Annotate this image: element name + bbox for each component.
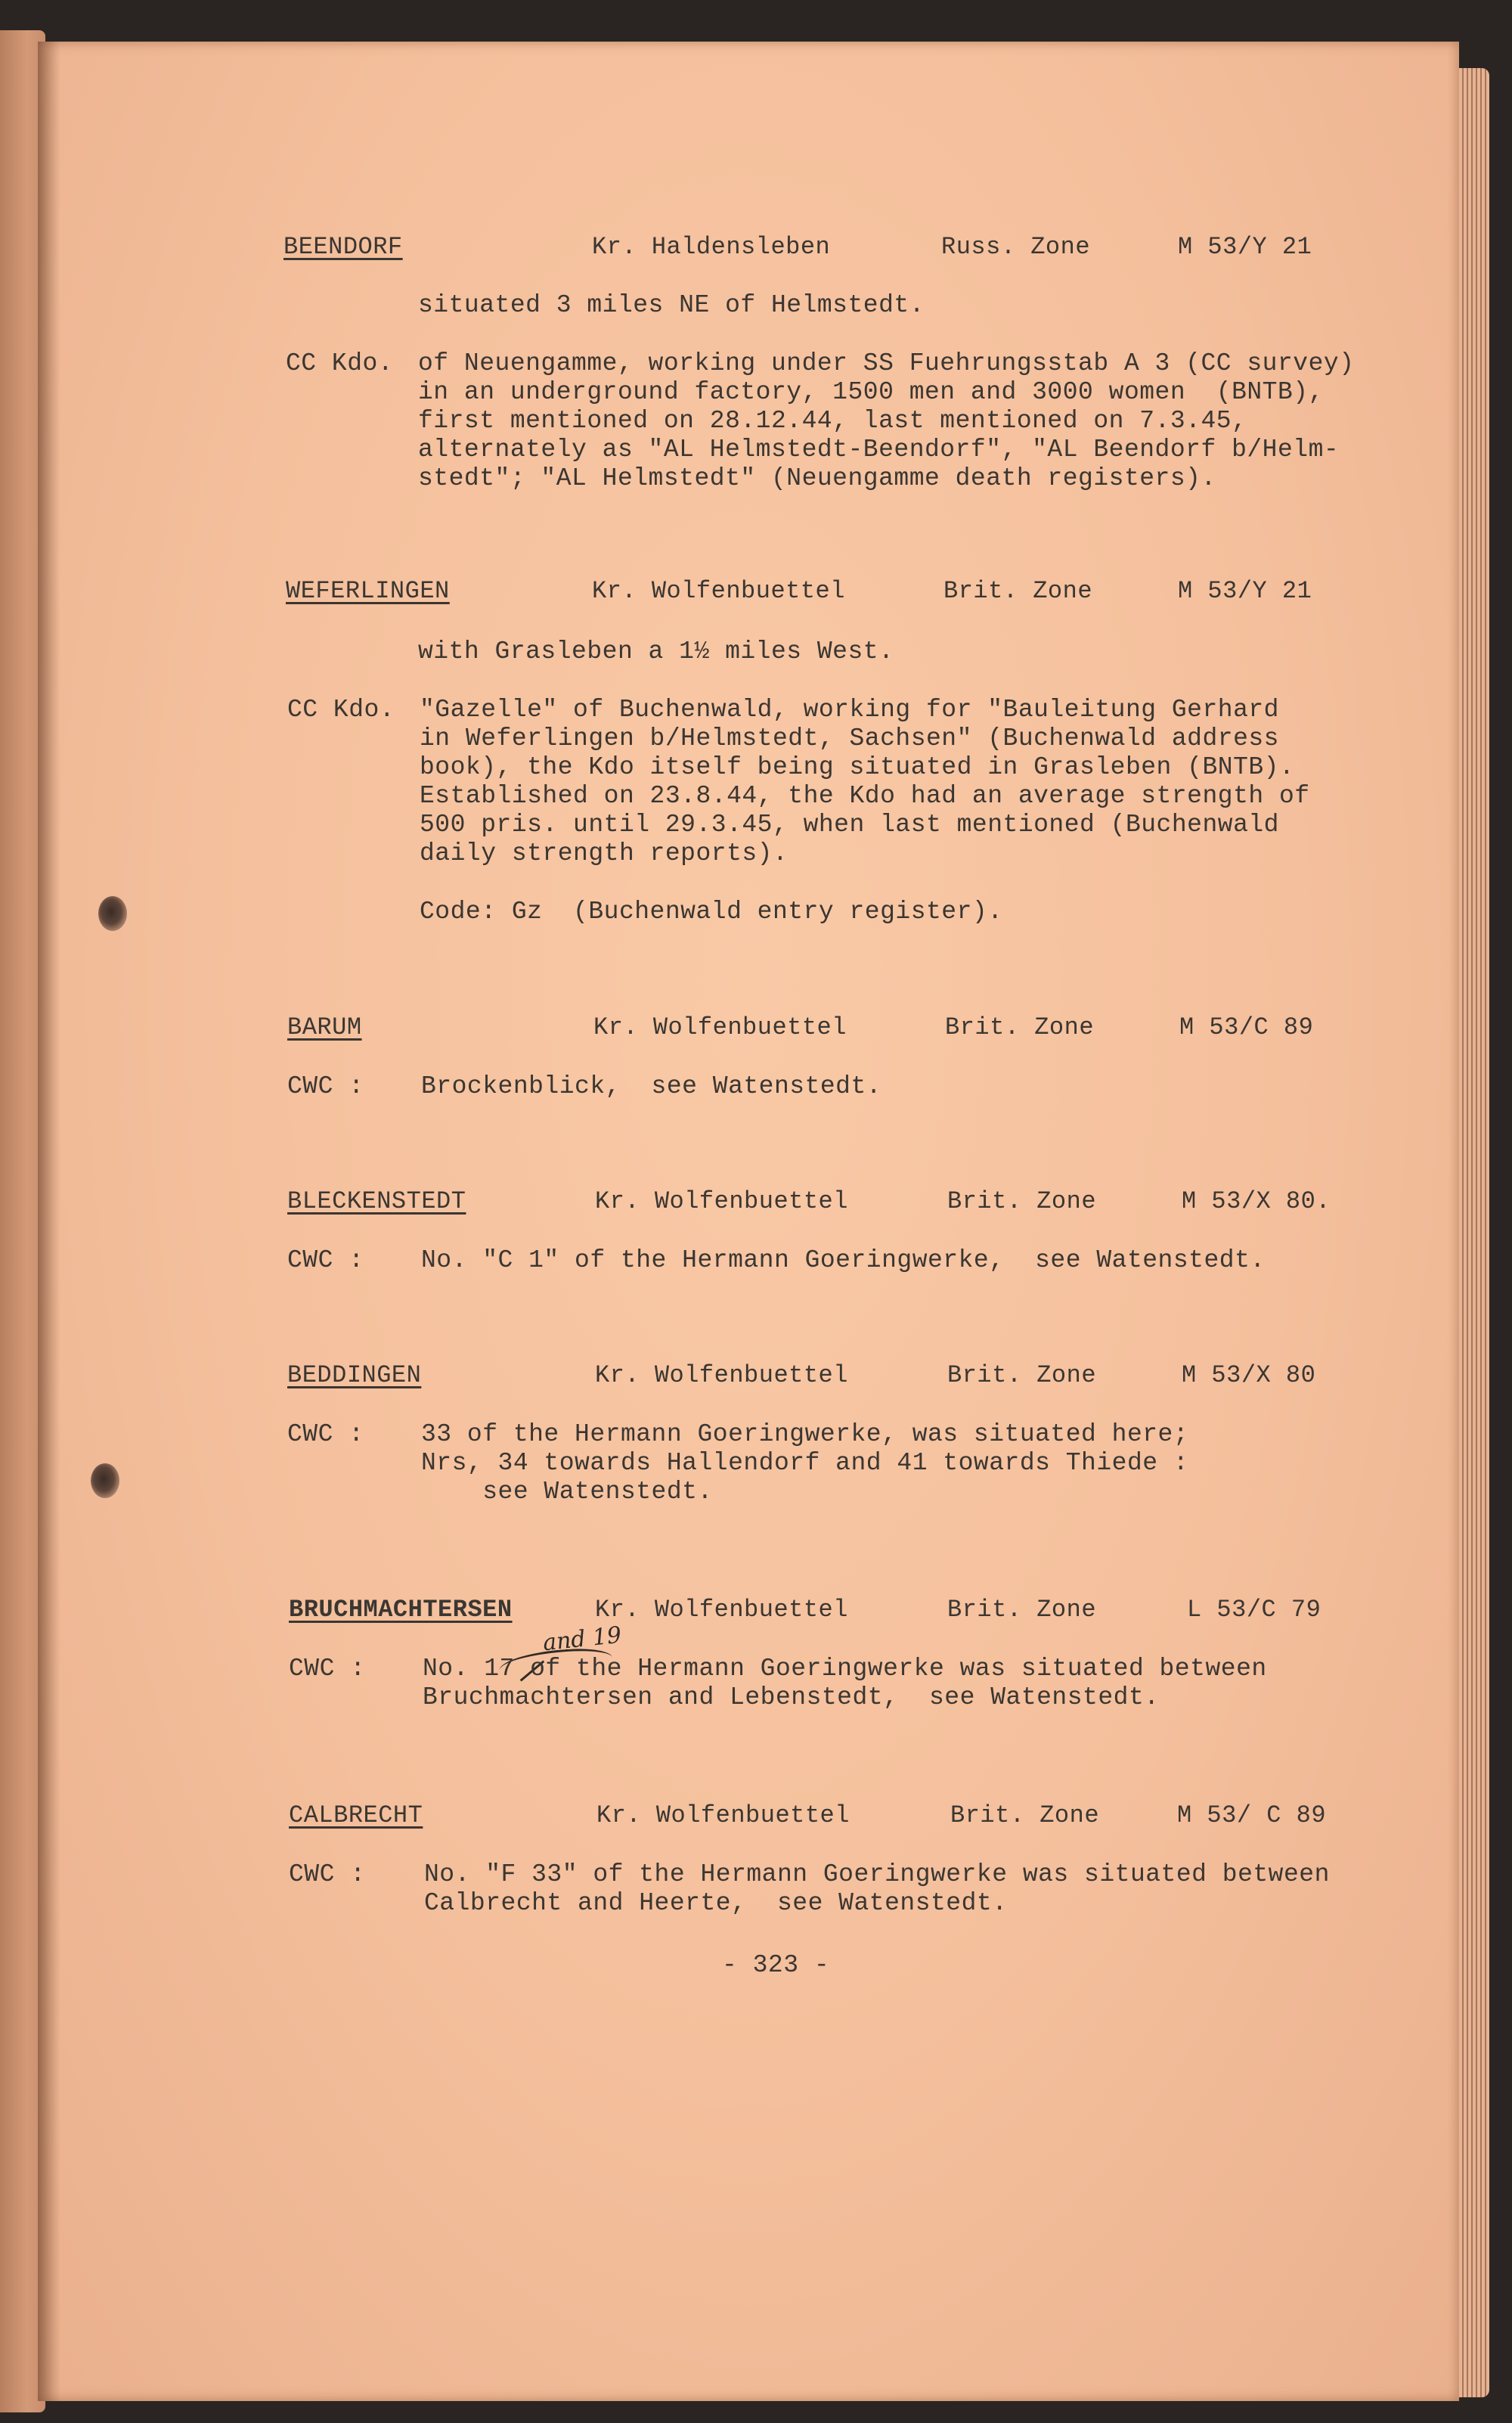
entry-map-ref: L 53/C 79 [1187,1596,1321,1624]
entry-line: 500 pris. until 29.3.45, when last mentioned (Buchenwald [420,811,1279,839]
entry-map-ref: M 53/Y 21 [1178,577,1312,605]
entry-map-ref: M 53/X 80 [1182,1361,1316,1389]
handwritten-insert: and 19 [541,1621,623,1657]
entry-line: "Gazelle" of Buchenwald, working for "Bauleitung Gerhard [420,696,1279,724]
entry-note: situated 3 miles NE of Helmstedt. [418,291,925,319]
entry-map-ref: M 53/ C 89 [1177,1801,1327,1829]
entry-zone: Brit. Zone [943,577,1093,605]
entry-line: in Weferlingen b/Helmstedt, Sachsen" (Buchenwald address [420,724,1279,752]
entry-label: CC Kdo. [286,349,394,377]
entry-zone: Brit. Zone [950,1801,1100,1829]
entry-line: No. "F 33" of the Hermann Goeringwerke was situated between [424,1860,1330,1888]
entry-line: in an underground factory, 1500 men and 3000 women (BNTB), [418,378,1324,406]
entry-map-ref: M 53/C 89 [1179,1013,1314,1041]
entry-place: CALBRECHT [289,1801,423,1829]
entry-line: Calbrecht and Heerte, see Watenstedt. [424,1889,1008,1917]
entry-label: CWC : [287,1246,364,1274]
entry-line: Nrs, 34 towards Hallendorf and 41 towards Thiede : [421,1449,1189,1477]
entry-district: Kr. Wolfenbuettel [595,1596,848,1624]
entry-district: Kr. Wolfenbuettel [595,1361,848,1389]
entry-line: Brockenblick, see Watenstedt. [421,1072,882,1100]
entry-zone: Brit. Zone [945,1013,1095,1041]
entry-zone: Brit. Zone [947,1187,1097,1215]
entry-line: of Neuengamme, working under SS Fuehrungsstab A 3 (CC survey) [418,349,1355,377]
entry-line: see Watenstedt. [421,1478,713,1506]
entry-label: CC Kdo. [287,696,395,724]
entry-place: BARUM [287,1013,362,1041]
entry-zone: Brit. Zone [947,1596,1097,1624]
entry-line: No. 17 of the Hermann Goeringwerke was situated between [423,1655,1267,1683]
entry-place: WEFERLINGEN [286,577,450,605]
entry-line: Established on 23.8.44, the Kdo had an average strength of [420,782,1310,810]
entry-place: BRUCHMACHTERSEN [289,1596,513,1624]
entry-place: BLECKENSTEDT [287,1187,466,1215]
page-number: - 323 - [722,1951,830,1979]
entry-district: Kr. Wolfenbuettel [593,1013,847,1041]
entry-district: Kr. Wolfenbuettel [596,1801,850,1829]
entry-district: Kr. Wolfenbuettel [592,577,845,605]
entry-code: Code: Gz (Buchenwald entry register). [420,898,1003,926]
entry-line: alternately as "AL Helmstedt-Beendorf", "AL Beendorf b/Helm- [418,436,1340,464]
entry-label: CWC : [289,1860,366,1888]
entry-line: No. "C 1" of the Hermann Goeringwerke, see Watenstedt. [421,1246,1266,1274]
entry-line: daily strength reports). [420,839,789,867]
entry-line: 33 of the Hermann Goeringwerke, was situated here; [421,1420,1189,1448]
entry-line: Bruchmachtersen and Lebenstedt, see Watenstedt. [423,1683,1160,1711]
entry-place: BEDDINGEN [287,1361,422,1389]
entry-zone: Russ. Zone [941,233,1091,261]
entry-map-ref: M 53/Y 21 [1178,233,1312,261]
entry-place: BEENDORF [284,233,403,261]
entry-label: CWC : [287,1420,364,1448]
entry-note: with Grasleben a 1½ miles West. [418,638,894,665]
entry-label: CWC : [289,1655,366,1683]
entry-district: Kr. Wolfenbuettel [595,1187,848,1215]
entry-zone: Brit. Zone [947,1361,1097,1389]
entry-line: first mentioned on 28.12.44, last mentioned on 7.3.45, [418,407,1247,435]
entry-label: CWC : [287,1072,364,1100]
entry-map-ref: M 53/X 80. [1182,1187,1331,1215]
entry-line: stedt"; "AL Helmstedt" (Neuengamme death registers). [418,464,1216,492]
entry-line: book), the Kdo itself being situated in Grasleben (BNTB). [420,753,1295,781]
entry-district: Kr. Haldensleben [592,233,831,261]
